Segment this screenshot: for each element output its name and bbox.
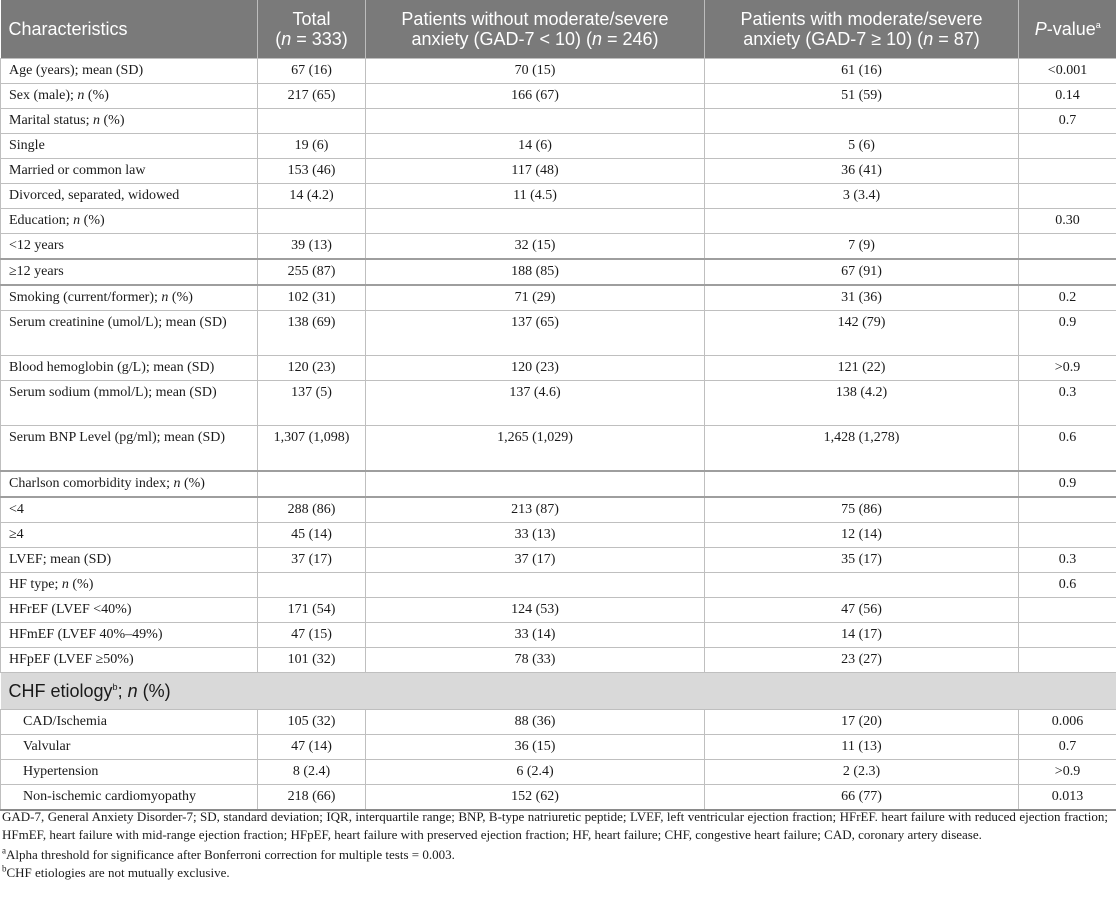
row-label: LVEF; mean (SD) bbox=[1, 548, 258, 573]
row-label: Age (years); mean (SD) bbox=[1, 59, 258, 84]
cell-without: 88 (36) bbox=[366, 710, 705, 735]
cell-with: 1,428 (1,278) bbox=[705, 426, 1019, 472]
row-label: HF type; n (%) bbox=[1, 573, 258, 598]
cell-with bbox=[705, 471, 1019, 497]
table-row bbox=[1, 381, 1116, 426]
table-footnotes bbox=[0, 808, 1108, 882]
cell-total bbox=[258, 209, 366, 234]
cell-with bbox=[705, 109, 1019, 134]
cell-without: 11 (4.5) bbox=[366, 184, 705, 209]
row-label: <12 years bbox=[1, 234, 258, 260]
cell-with: 121 (22) bbox=[705, 356, 1019, 381]
row-label: ≥12 years bbox=[1, 259, 258, 285]
table-row bbox=[1, 426, 1116, 472]
cell-total: 137 (5) bbox=[258, 381, 366, 426]
cell-without: 6 (2.4) bbox=[366, 760, 705, 785]
row-label: Marital status; n (%) bbox=[1, 109, 258, 134]
table-row bbox=[1, 785, 1116, 811]
row-label: Serum BNP Level (pg/ml); mean (SD) bbox=[1, 426, 258, 472]
table-row bbox=[1, 648, 1116, 673]
section-header-chf-etiology bbox=[1, 673, 1116, 710]
cell-without: 32 (15) bbox=[366, 234, 705, 260]
table-row bbox=[1, 471, 1116, 497]
cell-total: 45 (14) bbox=[258, 523, 366, 548]
row-label: Smoking (current/former); n (%) bbox=[1, 285, 258, 311]
cell-p: 0.7 bbox=[1019, 735, 1116, 760]
cell-p: 0.7 bbox=[1019, 109, 1116, 134]
row-label: HFrEF (LVEF <40%) bbox=[1, 598, 258, 623]
cell-without: 1,265 (1,029) bbox=[366, 426, 705, 472]
cell-without: 36 (15) bbox=[366, 735, 705, 760]
table-row bbox=[1, 497, 1116, 523]
cell-p bbox=[1019, 159, 1116, 184]
cell-without: 70 (15) bbox=[366, 59, 705, 84]
table-row bbox=[1, 59, 1116, 84]
table-row bbox=[1, 234, 1116, 260]
cell-with: 7 (9) bbox=[705, 234, 1019, 260]
table-row bbox=[1, 311, 1116, 356]
cell-total: 120 (23) bbox=[258, 356, 366, 381]
footnote-a: $^a$Alpha threshold for significance after Bonferroni correction for multiple tests = 0.003. bbox=[2, 845, 455, 862]
cell-without: 78 (33) bbox=[366, 648, 705, 673]
row-label: Blood hemoglobin (g/L); mean (SD) bbox=[1, 356, 258, 381]
cell-without: 137 (65) bbox=[366, 311, 705, 356]
cell-with: 14 (17) bbox=[705, 623, 1019, 648]
cell-total: 101 (32) bbox=[258, 648, 366, 673]
cell-p: 0.6 bbox=[1019, 426, 1116, 472]
table-row bbox=[1, 623, 1116, 648]
table-row bbox=[1, 760, 1116, 785]
cell-with: 67 (91) bbox=[705, 259, 1019, 285]
row-label: ≥4 bbox=[1, 523, 258, 548]
cell-p: 0.006 bbox=[1019, 710, 1116, 735]
cell-p bbox=[1019, 598, 1116, 623]
row-label: Married or common law bbox=[1, 159, 258, 184]
table-row bbox=[1, 259, 1116, 285]
cell-total: 37 (17) bbox=[258, 548, 366, 573]
cell-p: 0.14 bbox=[1019, 84, 1116, 109]
cell-total: 14 (4.2) bbox=[258, 184, 366, 209]
cell-total: 39 (13) bbox=[258, 234, 366, 260]
table-row bbox=[1, 548, 1116, 573]
cell-with: 17 (20) bbox=[705, 710, 1019, 735]
header-total: Total (n = 333) bbox=[258, 0, 366, 59]
cell-p: >0.9 bbox=[1019, 356, 1116, 381]
header-characteristics: Characteristics bbox=[1, 0, 258, 59]
cell-without bbox=[366, 109, 705, 134]
row-label: Single bbox=[1, 134, 258, 159]
cell-without: 213 (87) bbox=[366, 497, 705, 523]
table-row bbox=[1, 710, 1116, 735]
cell-with bbox=[705, 209, 1019, 234]
cell-with: 3 (3.4) bbox=[705, 184, 1019, 209]
row-label: Serum sodium (mmol/L); mean (SD) bbox=[1, 381, 258, 426]
cell-total: 19 (6) bbox=[258, 134, 366, 159]
cell-without bbox=[366, 209, 705, 234]
table-row bbox=[1, 134, 1116, 159]
header-p-value: P-value$^a$ bbox=[1019, 0, 1116, 59]
table-row bbox=[1, 184, 1116, 209]
cell-p bbox=[1019, 134, 1116, 159]
row-label: HFmEF (LVEF 40%–49%) bbox=[1, 623, 258, 648]
cell-total bbox=[258, 573, 366, 598]
cell-p: 0.3 bbox=[1019, 548, 1116, 573]
cell-without: 71 (29) bbox=[366, 285, 705, 311]
cell-total: 255 (87) bbox=[258, 259, 366, 285]
cell-total: 171 (54) bbox=[258, 598, 366, 623]
cell-p: 0.9 bbox=[1019, 471, 1116, 497]
cell-p: 0.2 bbox=[1019, 285, 1116, 311]
section-label: CHF etiology$^b$; n (%) bbox=[1, 673, 1116, 710]
cell-without: 152 (62) bbox=[366, 785, 705, 811]
cell-total: 217 (65) bbox=[258, 84, 366, 109]
row-label: CAD/Ischemia bbox=[1, 710, 258, 735]
table-row bbox=[1, 84, 1116, 109]
cell-with: 5 (6) bbox=[705, 134, 1019, 159]
cell-total: 138 (69) bbox=[258, 311, 366, 356]
cell-p bbox=[1019, 497, 1116, 523]
cell-total: 1,307 (1,098) bbox=[258, 426, 366, 472]
cell-p bbox=[1019, 648, 1116, 673]
row-label: Serum creatinine (umol/L); mean (SD) bbox=[1, 311, 258, 356]
cell-total: 47 (14) bbox=[258, 735, 366, 760]
cell-with: 11 (13) bbox=[705, 735, 1019, 760]
cell-with: 142 (79) bbox=[705, 311, 1019, 356]
row-label: Hypertension bbox=[1, 760, 258, 785]
cell-total: 153 (46) bbox=[258, 159, 366, 184]
row-label: Education; n (%) bbox=[1, 209, 258, 234]
header-with-anxiety: Patients with moderate/severe anxiety (GAD-7 ≥ 10) (n = 87) bbox=[705, 0, 1019, 59]
cell-with: 66 (77) bbox=[705, 785, 1019, 811]
footnote-b: $^b$CHF etiologies are not mutually exclusive. bbox=[2, 863, 230, 880]
cell-p: 0.3 bbox=[1019, 381, 1116, 426]
row-label: Charlson comorbidity index; n (%) bbox=[1, 471, 258, 497]
table-row bbox=[1, 109, 1116, 134]
cell-with: 138 (4.2) bbox=[705, 381, 1019, 426]
cell-without: 137 (4.6) bbox=[366, 381, 705, 426]
cell-without: 120 (23) bbox=[366, 356, 705, 381]
cell-p: <0.001 bbox=[1019, 59, 1116, 84]
table-row bbox=[1, 209, 1116, 234]
cell-total bbox=[258, 109, 366, 134]
cell-p: >0.9 bbox=[1019, 760, 1116, 785]
cell-with: 75 (86) bbox=[705, 497, 1019, 523]
row-label: Divorced, separated, widowed bbox=[1, 184, 258, 209]
table-row bbox=[1, 285, 1116, 311]
cell-total: 102 (31) bbox=[258, 285, 366, 311]
cell-total: 47 (15) bbox=[258, 623, 366, 648]
cell-total: 8 (2.4) bbox=[258, 760, 366, 785]
cell-p bbox=[1019, 523, 1116, 548]
cell-total: 288 (86) bbox=[258, 497, 366, 523]
table-row bbox=[1, 598, 1116, 623]
cell-total bbox=[258, 471, 366, 497]
cell-without bbox=[366, 471, 705, 497]
cell-without: 124 (53) bbox=[366, 598, 705, 623]
cell-p: 0.013 bbox=[1019, 785, 1116, 811]
cell-with bbox=[705, 573, 1019, 598]
cell-with: 2 (2.3) bbox=[705, 760, 1019, 785]
table-row bbox=[1, 159, 1116, 184]
cell-with: 23 (27) bbox=[705, 648, 1019, 673]
table-row bbox=[1, 356, 1116, 381]
cell-p: 0.9 bbox=[1019, 311, 1116, 356]
cell-with: 36 (41) bbox=[705, 159, 1019, 184]
cell-without: 117 (48) bbox=[366, 159, 705, 184]
cell-with: 47 (56) bbox=[705, 598, 1019, 623]
cell-p bbox=[1019, 623, 1116, 648]
abbreviations-note: GAD-7, General Anxiety Disorder-7; SD, standard deviation; IQR, interquartile range; BNP, B-type natriuretic peptide; LVEF, left ventricular ejection fraction; HFrEF. heart failure with reduced ejection fraction; HFmEF, heart failure with mid-range ejection fraction; HFpEF, heart failure with preserved ejection fraction; HF, heart failure; CHF, congestive heart failure; CAD, coronary artery disease. bbox=[2, 809, 1108, 842]
cell-p bbox=[1019, 234, 1116, 260]
cell-with: 12 (14) bbox=[705, 523, 1019, 548]
cell-total: 67 (16) bbox=[258, 59, 366, 84]
cell-p: 0.30 bbox=[1019, 209, 1116, 234]
row-label: Valvular bbox=[1, 735, 258, 760]
row-label: HFpEF (LVEF ≥50%) bbox=[1, 648, 258, 673]
cell-with: 51 (59) bbox=[705, 84, 1019, 109]
table-row bbox=[1, 735, 1116, 760]
cell-without: 188 (85) bbox=[366, 259, 705, 285]
row-label: <4 bbox=[1, 497, 258, 523]
cell-without: 14 (6) bbox=[366, 134, 705, 159]
header-row bbox=[1, 0, 1116, 59]
cell-without bbox=[366, 573, 705, 598]
row-label: Non-ischemic cardiomyopathy bbox=[1, 785, 258, 811]
cell-with: 35 (17) bbox=[705, 548, 1019, 573]
cell-p bbox=[1019, 259, 1116, 285]
table-row bbox=[1, 573, 1116, 598]
cell-total: 105 (32) bbox=[258, 710, 366, 735]
cell-p: 0.6 bbox=[1019, 573, 1116, 598]
cell-with: 31 (36) bbox=[705, 285, 1019, 311]
cell-without: 37 (17) bbox=[366, 548, 705, 573]
cell-without: 33 (14) bbox=[366, 623, 705, 648]
table-row bbox=[1, 523, 1116, 548]
row-label: Sex (male); n (%) bbox=[1, 84, 258, 109]
cell-with: 61 (16) bbox=[705, 59, 1019, 84]
cell-without: 33 (13) bbox=[366, 523, 705, 548]
cell-total: 218 (66) bbox=[258, 785, 366, 811]
header-without-anxiety: Patients without moderate/severe anxiety (GAD-7 < 10) (n = 246) bbox=[366, 0, 705, 59]
cell-p bbox=[1019, 184, 1116, 209]
cell-without: 166 (67) bbox=[366, 84, 705, 109]
